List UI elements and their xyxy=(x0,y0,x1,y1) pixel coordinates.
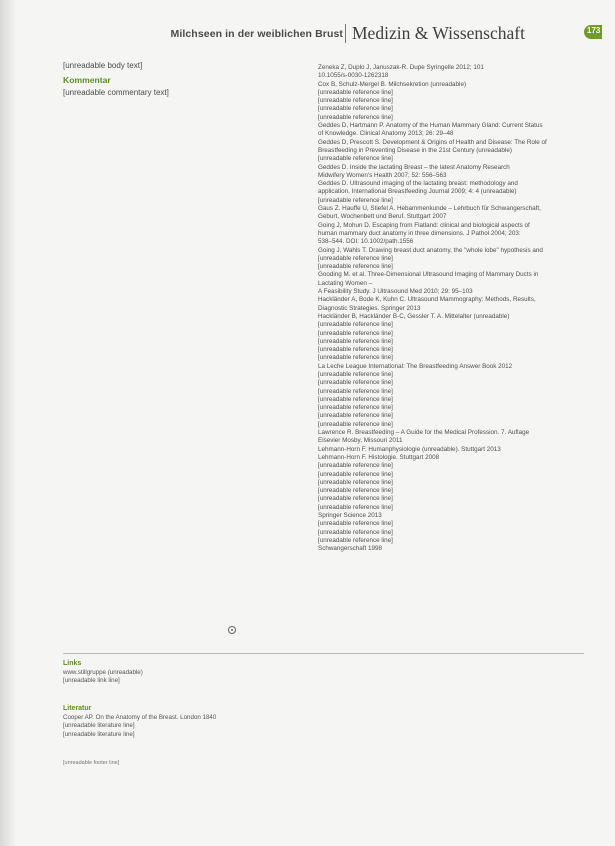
reference-item: Geddes D. Ultrasound imaging of the lactating breast: methodology and xyxy=(318,180,518,188)
reference-column xyxy=(318,64,580,554)
reference-item: [unreadable reference line] xyxy=(318,196,393,204)
reference-item: Springer Science 2013 xyxy=(318,512,382,520)
section-title: Milchseen in der weiblichen Brust xyxy=(170,28,343,40)
reference-item: [unreadable reference line] xyxy=(318,97,393,105)
reference-item: Going J, Mohun D. Escaping from Flatland: clinical and biological aspects of xyxy=(318,221,530,229)
reference-item: [unreadable reference line] xyxy=(318,113,393,121)
reference-item: [unreadable reference line] xyxy=(318,404,393,412)
reference-item: A Feasibility Study. J Ultrasound Med 2010; 29: 95–103 xyxy=(318,288,473,296)
reference-item: Midwifery Women's Health 2007; 52: 556–563 xyxy=(318,171,447,179)
reference-item: [unreadable reference line] xyxy=(318,495,393,503)
link-line[interactable]: [unreadable link line] xyxy=(63,677,120,685)
article-body-text: [unreadable body text] xyxy=(63,61,143,70)
literature-line: [unreadable literature line] xyxy=(63,722,135,730)
reference-item: [unreadable reference line] xyxy=(318,470,393,478)
reference-item: [unreadable reference line] xyxy=(318,88,393,96)
reference-item: 10.1055/s-0030-1262318 xyxy=(318,72,389,80)
reference-item: [unreadable reference line] xyxy=(318,503,393,511)
reference-item: [unreadable reference line] xyxy=(318,254,393,262)
section-divider xyxy=(63,653,584,654)
literature-line: [unreadable literature line] xyxy=(63,730,135,738)
reference-item: [unreadable reference line] xyxy=(318,387,393,395)
page-number-badge xyxy=(584,25,602,39)
reference-item: Lawrence R. Breastfeeding – A Guide for the Medical Profession. 7. Auflage xyxy=(318,429,530,437)
reference-item: Breastfeeding in Preventing Disease in the 21st Century (unreadable) xyxy=(318,146,512,154)
reference-item: Lehmann-Horn F. Histologie. Stuttgart 2008 xyxy=(318,453,440,461)
literature-line: Cooper AP. On the Anatomy of the Breast. London 1840 xyxy=(63,714,217,721)
links-section xyxy=(63,660,363,686)
links-heading: Links xyxy=(63,660,82,667)
literature-heading: Literatur xyxy=(63,705,92,712)
reference-item: Gooding M. et al. Three-Dimensional Ultrasound Imaging of Mammary Ducts in xyxy=(318,271,539,279)
reference-item: [unreadable reference line] xyxy=(318,412,393,420)
reference-item: Diagnostic Strategies. Springer 2013 xyxy=(318,304,421,312)
reference-item: [unreadable reference line] xyxy=(318,536,393,544)
reference-item: Elsevier Mosby, Missouri 2011 xyxy=(318,437,403,445)
commentary-heading: Kommentar xyxy=(63,75,111,85)
reference-item: Geddes D, Hartmann P. Anatomy of the Human Mammary Gland: Current Status xyxy=(318,122,543,130)
reference-item: Going J, Wahls T. Drawing breast duct anatomy, the "whole lobe" hypothesis and xyxy=(318,246,543,254)
reference-item: Geddes D. Inside the lactating Breast – the latest Anatomy Research xyxy=(318,163,510,171)
reference-item: Cox B, Schulz-Mergel B. Milchsekretion (unreadable) xyxy=(318,80,467,88)
reference-item: [unreadable reference line] xyxy=(318,354,393,362)
reference-item: Geddes D, Prescott S. Development & Origins of Health and Disease: The Role of xyxy=(318,138,547,146)
reference-item: application. International Breastfeeding Journal 2009; 4: 4 (unreadable) xyxy=(318,188,517,196)
reference-item: of Knowledge. Clinical Anatomy 2013; 26: 29–48 xyxy=(318,130,454,138)
reference-item: [unreadable reference line] xyxy=(318,379,393,387)
reference-item: Hackländer B, Hackländer B-C, Gessler T. A. Mittelalter (unreadable) xyxy=(318,312,510,320)
reference-item: [unreadable reference line] xyxy=(318,528,393,536)
reference-item: 538–544. DOI: 10.1002/path.1556 xyxy=(318,238,414,246)
reference-item: [unreadable reference line] xyxy=(318,346,393,354)
page-number: 173 xyxy=(587,26,601,35)
reference-item: [unreadable reference line] xyxy=(318,487,393,495)
reference-item: Lactating Women – xyxy=(318,279,373,287)
journal-title: Medizin & Wissenschaft xyxy=(352,23,525,43)
link-line[interactable]: www.stillgruppe (unreadable) xyxy=(63,669,143,676)
reference-item: [unreadable reference line] xyxy=(318,105,393,113)
reference-item: [unreadable reference line] xyxy=(318,337,393,345)
reference-item: [unreadable reference line] xyxy=(318,520,393,528)
reference-item: human mammary duct anatomy in three dimensions. J Pathol 2004; 203: xyxy=(318,229,521,237)
reference-item: [unreadable reference line] xyxy=(318,478,393,486)
article-column xyxy=(63,60,307,98)
reference-item: [unreadable reference line] xyxy=(318,462,393,470)
reference-item: [unreadable reference line] xyxy=(318,329,393,337)
reference-list xyxy=(318,64,580,554)
reference-item: [unreadable reference line] xyxy=(318,420,393,428)
article-end-icon xyxy=(228,626,236,634)
scan-shadow xyxy=(0,0,16,846)
reference-item: [unreadable reference line] xyxy=(318,263,393,271)
reference-item: La Leche League International: The Breastfeeding Answer Book 2012 xyxy=(318,362,513,370)
reference-item: [unreadable reference line] xyxy=(318,155,393,163)
reference-item: [unreadable reference line] xyxy=(318,321,393,329)
page-header xyxy=(0,22,615,44)
reference-item: Zeneka Z, Duplo J, Januszak-R. Dupe Syringelle 2012; 101 xyxy=(318,64,484,71)
reference-item: Gaus Z. Hauffe U, Stiefel A. Hebammenkunde – Lehrbuch für Schwangerschaft, xyxy=(318,205,541,213)
reference-item: Hackländer A, Bode K, Kuhn C. Ultrasound Mammography: Methods, Results, xyxy=(318,296,536,304)
reference-item: [unreadable reference line] xyxy=(318,395,393,403)
reference-item: Geburt, Wochenbett und Beruf. Stuttgart 2007 xyxy=(318,213,447,221)
commentary-text: [unreadable commentary text] xyxy=(63,88,169,97)
page-footer: [unreadable footer line] xyxy=(63,760,120,766)
literature-section xyxy=(63,705,363,739)
reference-item: Lehmann-Horn F. Humanphysiologie (unreadable). Stuttgart 2013 xyxy=(318,445,501,453)
reference-item: Schwangerschaft 1998 xyxy=(318,545,383,553)
header-divider xyxy=(345,24,346,43)
reference-item: [unreadable reference line] xyxy=(318,370,393,378)
